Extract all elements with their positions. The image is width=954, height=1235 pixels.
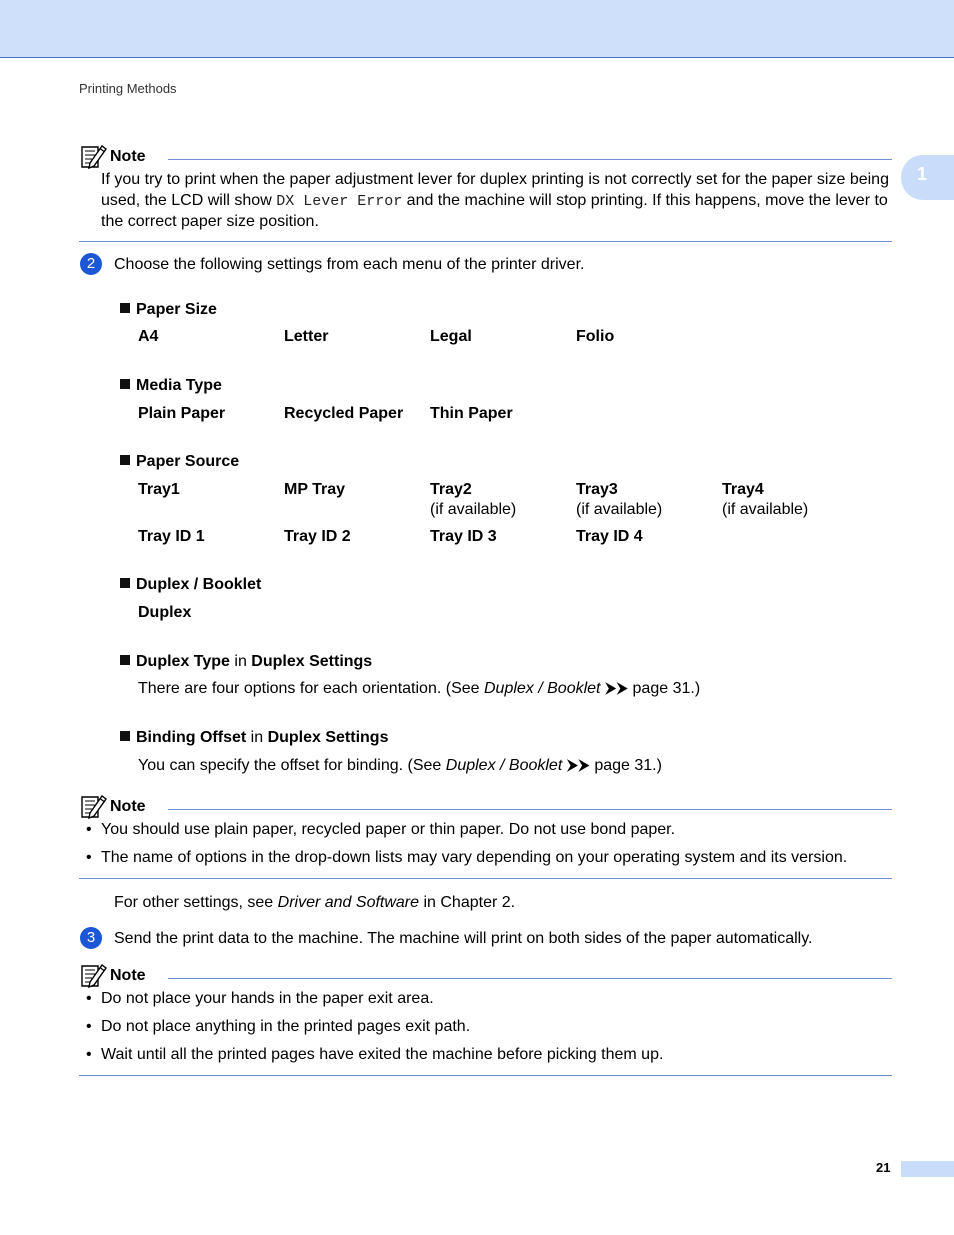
option-value: Tray3 (if available) <box>576 481 663 518</box>
setting-heading: Media Type <box>120 377 222 395</box>
note-rule <box>168 809 892 810</box>
other-settings-text: For other settings, see Driver and Software in Chapter 2. <box>114 894 516 911</box>
note-bullet: • Do not place your hands in the paper exit area. <box>86 990 434 1007</box>
note-header <box>79 961 892 989</box>
note-text: and the machine will stop printing. If this happens, move the lever to the correct paper size position. <box>101 191 888 230</box>
note-rule <box>168 978 892 979</box>
note-text: If you try to print when the paper adjustment lever for duplex printing is not correctly set for the paper size being used, the LCD will show <box>101 171 889 209</box>
note-bullet: • Wait until all the printed pages have exited the machine before picking them up. <box>86 1046 664 1063</box>
note-label: Note <box>110 148 146 165</box>
option-value: MP Tray <box>284 481 346 498</box>
note-bullet: • Do not place anything in the printed pages exit path. <box>86 1018 471 1035</box>
step-text: Choose the following settings from each menu of the printer driver. <box>114 256 585 273</box>
option-value: Tray ID 3 <box>430 528 497 545</box>
note-pencil-icon <box>79 142 107 170</box>
option-value: Letter <box>284 328 329 345</box>
note-end-rule <box>79 241 892 242</box>
note-lcd-warning <box>101 170 892 233</box>
note-bullet: • The name of options in the drop-down lists may vary depending on your operating system and its version. <box>86 849 848 866</box>
double-arrow-icon: ⮞⮞ <box>562 757 595 774</box>
note-bullet: • You should use plain paper, recycled paper or thin paper. Do not use bond paper. <box>86 821 676 838</box>
chapter-tab <box>901 155 954 200</box>
setting-description: There are four options for each orientation. (See Duplex / Booklet ⮞⮞ page 31.) <box>138 680 701 697</box>
setting-heading: Paper Size <box>120 301 217 319</box>
chapter-number: 1 <box>917 164 928 184</box>
setting-heading: Binding Offset in Duplex Settings <box>120 729 388 747</box>
square-bullet-icon <box>120 379 130 389</box>
square-bullet-icon <box>120 655 130 665</box>
note-pencil-icon <box>79 961 107 989</box>
note-pencil-icon <box>79 792 107 820</box>
square-bullet-icon <box>120 455 130 465</box>
square-bullet-icon <box>120 731 130 741</box>
cross-reference-link[interactable]: Duplex / Booklet <box>445 757 563 774</box>
note-header <box>79 142 892 170</box>
option-value: Legal <box>430 328 472 345</box>
running-head: Printing Methods <box>79 81 177 96</box>
square-bullet-icon <box>120 578 130 588</box>
option-value: Tray ID 4 <box>576 528 643 545</box>
option-value: Tray2 (if available) <box>430 481 517 518</box>
option-value: Thin Paper <box>430 405 513 422</box>
option-value: Tray4 (if available) <box>722 481 809 518</box>
step-number-badge: 2 <box>80 253 102 275</box>
note-end-rule <box>79 1075 892 1076</box>
double-arrow-icon: ⮞⮞ <box>600 680 633 697</box>
option-value: Recycled Paper <box>284 405 404 422</box>
option-value: Tray1 <box>138 481 180 498</box>
square-bullet-icon <box>120 303 130 313</box>
setting-description: You can specify the offset for binding. (See Duplex / Booklet ⮞⮞ page 31.) <box>138 757 662 774</box>
lcd-message: DX Lever Error <box>276 192 403 210</box>
option-value: Duplex <box>138 604 192 621</box>
page-number: 21 <box>876 1160 891 1175</box>
setting-heading: Duplex / Booklet <box>120 576 261 594</box>
header-band <box>0 0 954 58</box>
cross-reference-link[interactable]: Driver and Software <box>277 894 420 911</box>
option-value: A4 <box>138 328 159 345</box>
note-rule <box>168 159 892 160</box>
option-value: Folio <box>576 328 615 345</box>
footer-band <box>901 1161 954 1177</box>
note-header <box>79 792 892 820</box>
step-number-badge: 3 <box>80 927 102 949</box>
step-text: Send the print data to the machine. The machine will print on both sides of the paper automatically. <box>114 930 813 947</box>
option-value: Tray ID 1 <box>138 528 205 545</box>
cross-reference-link[interactable]: Duplex / Booklet <box>483 680 601 697</box>
setting-heading: Duplex Type in Duplex Settings <box>120 653 372 671</box>
note-label: Note <box>110 967 146 984</box>
setting-heading: Paper Source <box>120 453 239 471</box>
option-value: Tray ID 2 <box>284 528 351 545</box>
note-end-rule <box>79 878 892 879</box>
option-value: Plain Paper <box>138 405 226 422</box>
note-label: Note <box>110 798 146 815</box>
